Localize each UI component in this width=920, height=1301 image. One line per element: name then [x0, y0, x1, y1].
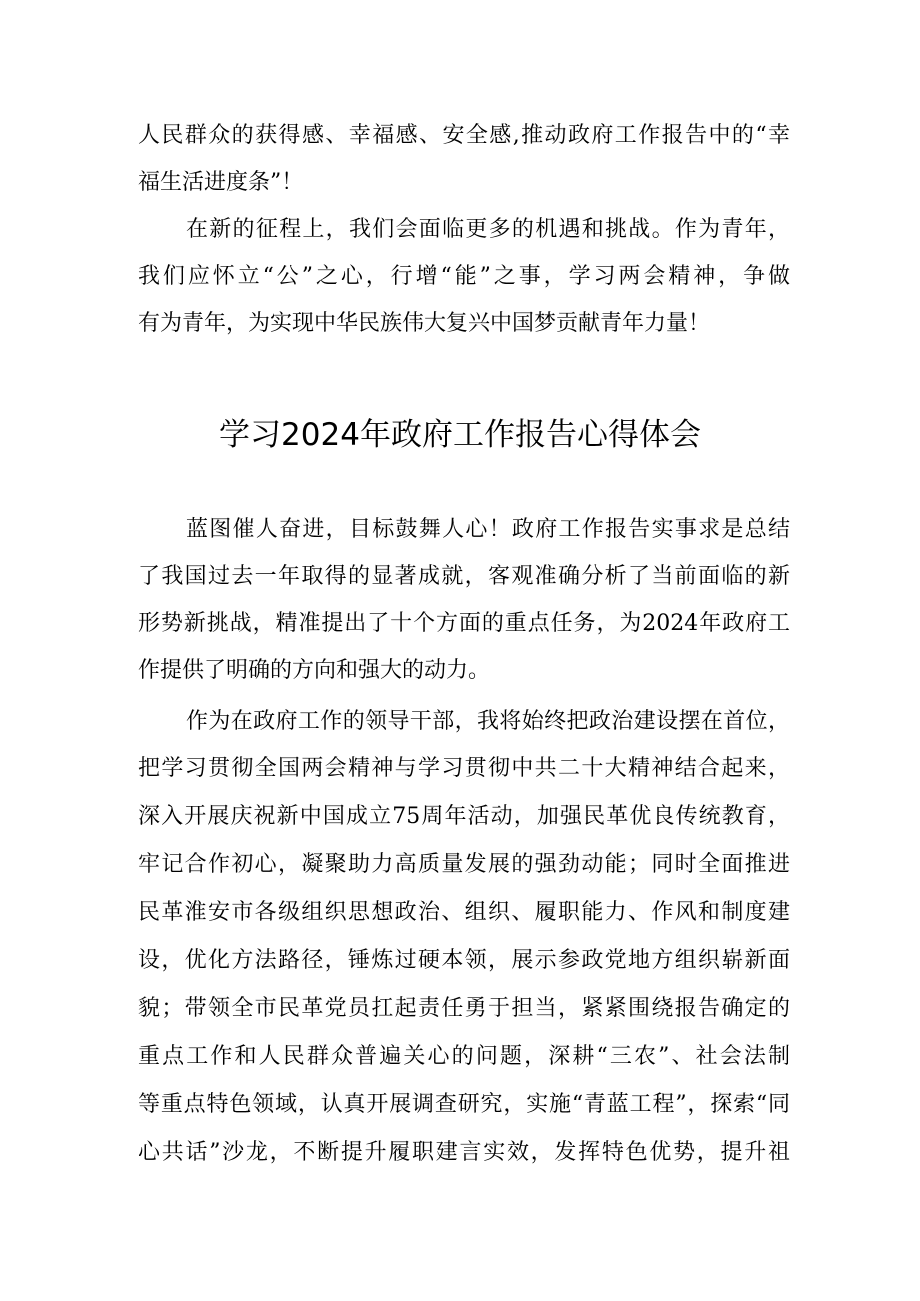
- body-text-line: 福生活进度条”！: [138, 170, 304, 195]
- body-text-line: 牢记合作初心，凝聚助力高质量发展的强劲动能；同时全面推进: [138, 852, 790, 877]
- body-text-line: 了我国过去一年取得的显著成就，客观准确分析了当前面临的新: [138, 564, 790, 589]
- body-text-line: 设，优化方法路径，锤炼过硬本领，展示参政党地方组织崭新面: [138, 948, 790, 973]
- body-text-line: 蓝图催人奋进，目标鼓舞人心！政府工作报告实事求是总结: [186, 517, 790, 542]
- body-text-line: 深入开展庆祝新中国成立75周年活动，加强民革优良传统教育，: [138, 804, 790, 829]
- body-text-line: 形势新挑战，精准提出了十个方面的重点任务，为2024年政府工: [138, 611, 790, 636]
- body-text-line: 我们应怀立“公”之心，行增“能”之事，学习两会精神，争做: [138, 264, 790, 289]
- body-text-line: 貌；带领全市民革党员扛起责任勇于担当，紧紧围绕报告确定的: [138, 996, 790, 1021]
- body-text-line: 作提供了明确的方向和强大的动力。: [138, 658, 491, 683]
- body-text-line: 心共话”沙龙，不断提升履职建言实效，发挥特色优势，提升祖: [138, 1140, 790, 1165]
- body-text-line: 把学习贯彻全国两会精神与学习贯彻中共二十大精神结合起来，: [138, 756, 790, 781]
- body-text-line: 重点工作和人民群众普遍关心的问题，深耕“三农”、社会法制: [138, 1044, 790, 1069]
- body-text-line: 民革淮安市各级组织思想政治、组织、履职能力、作风和制度建: [138, 900, 790, 925]
- body-text-line: 有为青年，为实现中华民族伟大复兴中国梦贡献青年力量！: [138, 311, 711, 336]
- body-text-line: 在新的征程上，我们会面临更多的机遇和挑战。作为青年，: [186, 217, 790, 242]
- body-text-line: 等重点特色领域，认真开展调查研究，实施“青蓝工程”，探索“同: [138, 1092, 790, 1117]
- page-title: 学习2024年政府工作报告心得体会: [219, 417, 701, 453]
- body-text-line: 人民群众的获得感、幸福感、安全感,推动政府工作报告中的“幸: [138, 123, 790, 148]
- body-text-line: 作为在政府工作的领导干部，我将始终把政治建设摆在首位，: [186, 709, 790, 734]
